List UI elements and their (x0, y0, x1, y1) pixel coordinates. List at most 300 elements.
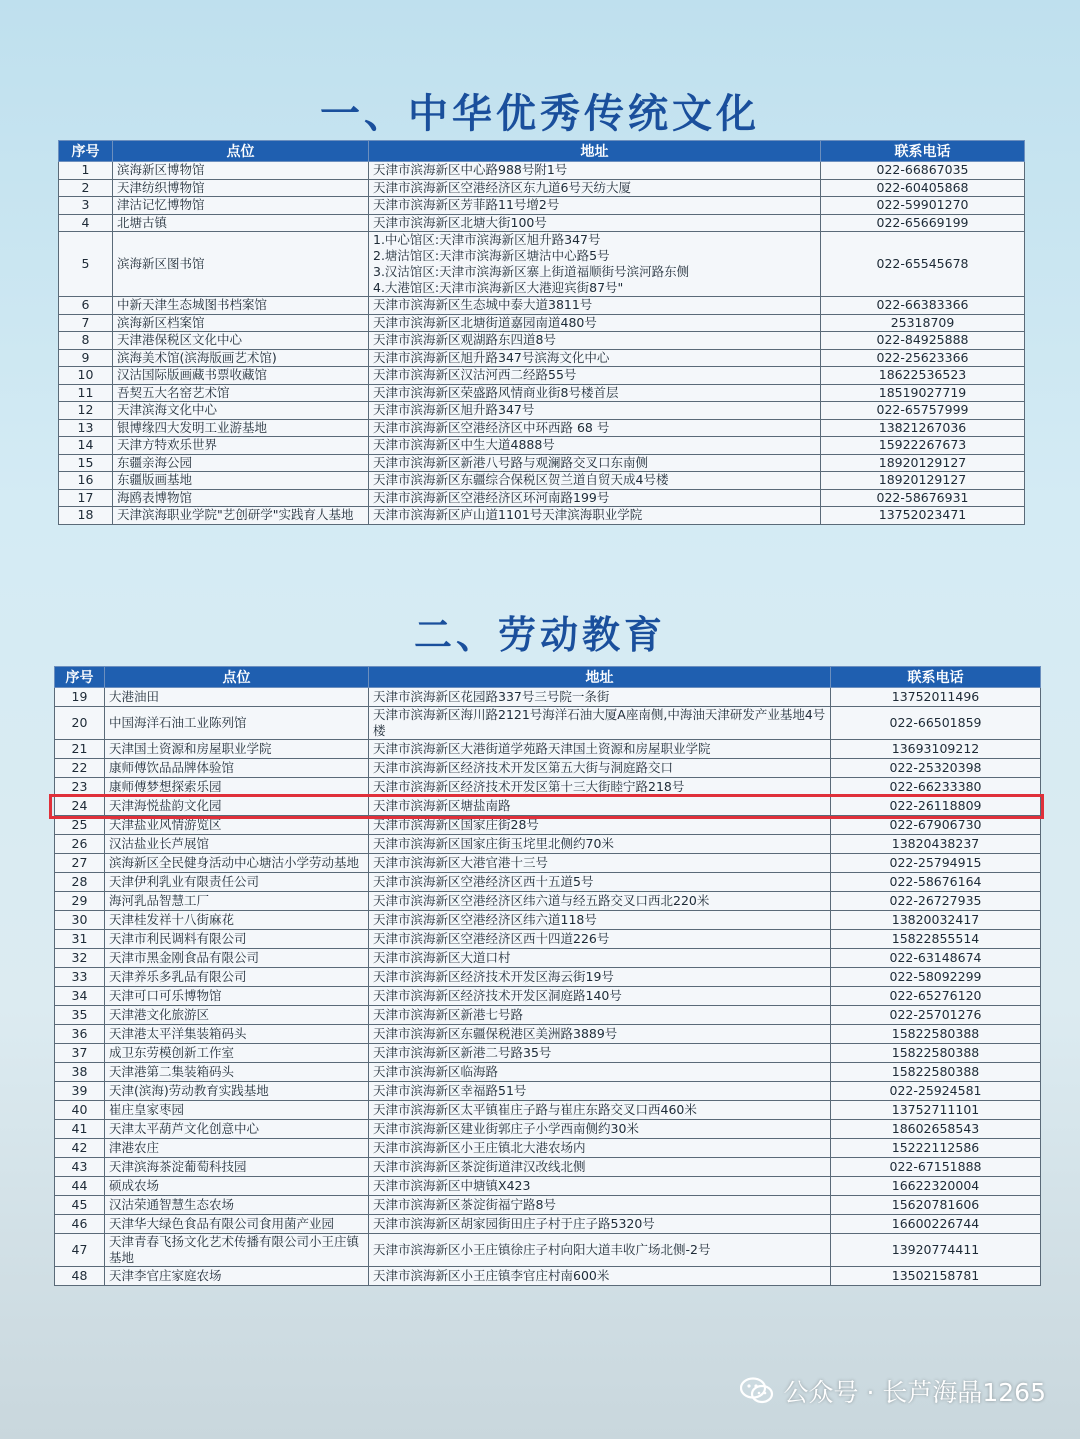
watermark (740, 1373, 1046, 1409)
site-phone: 15620781606 (831, 1196, 1041, 1215)
site-phone: 15822580388 (831, 1044, 1041, 1063)
site-name: 滨海新区图书馆 (113, 232, 369, 297)
site-address (369, 214, 821, 232)
site-name: 滨海美术馆(滨海版画艺术馆) (113, 349, 369, 367)
site-phone: 022-25701276 (831, 1006, 1041, 1025)
row-number: 20 (55, 707, 105, 740)
address-line: 天津市滨海新区中塘镇X423 (373, 1178, 531, 1193)
row-number: 17 (59, 489, 113, 507)
address-line: 天津市滨海新区大港官港十三号 (373, 855, 549, 870)
site-phone: 022-65669199 (821, 214, 1025, 232)
table-row (55, 949, 1041, 968)
table-row (55, 740, 1041, 759)
labor-sites-table (54, 666, 1041, 1286)
table-row (59, 232, 1025, 297)
site-name: 天津养乐多乳品有限公司 (105, 968, 369, 987)
row-number: 38 (55, 1063, 105, 1082)
col-header-address: 地址 (369, 141, 821, 162)
site-name: 吾契五大名窑艺术馆 (113, 384, 369, 402)
table-row (55, 1139, 1041, 1158)
address-line: 天津市滨海新区小王庄镇李官庄村南600米 (373, 1268, 610, 1283)
site-address (369, 873, 831, 892)
site-phone: 15822580388 (831, 1063, 1041, 1082)
row-number: 45 (55, 1196, 105, 1215)
row-number: 5 (59, 232, 113, 297)
site-phone: 022-63148674 (831, 949, 1041, 968)
labor-sites-body (55, 688, 1041, 1286)
row-number: 9 (59, 349, 113, 367)
row-number: 41 (55, 1120, 105, 1139)
row-number: 44 (55, 1177, 105, 1196)
row-number: 26 (55, 835, 105, 854)
site-address (369, 1006, 831, 1025)
table-row (55, 1177, 1041, 1196)
table-row (55, 688, 1041, 707)
table-row (55, 1215, 1041, 1234)
row-number: 22 (55, 759, 105, 778)
site-address (369, 367, 821, 385)
address-line: 天津市滨海新区经济技术开发区洞庭路140号 (373, 988, 622, 1003)
site-phone: 13821267036 (821, 419, 1025, 437)
row-number: 47 (55, 1234, 105, 1267)
row-number: 31 (55, 930, 105, 949)
site-name: 天津港第二集装箱码头 (105, 1063, 369, 1082)
site-name: 滨海新区博物馆 (113, 162, 369, 180)
site-name: 海鸥表博物馆 (113, 489, 369, 507)
site-address (369, 507, 821, 525)
table-row (55, 1006, 1041, 1025)
site-address (369, 854, 831, 873)
site-name: 滨海新区档案馆 (113, 314, 369, 332)
site-address (369, 437, 821, 455)
address-line: 天津市滨海新区空港经济区中环西路 68 号 (373, 419, 610, 435)
site-phone: 15822855514 (831, 930, 1041, 949)
site-name: 天津滨海文化中心 (113, 402, 369, 420)
site-phone: 022-84925888 (821, 332, 1025, 350)
site-address (369, 332, 821, 350)
address-line: 天津市滨海新区北塘街道嘉园南道480号 (373, 314, 597, 330)
site-name: 崔庄皇家枣园 (105, 1101, 369, 1120)
site-address (369, 162, 821, 180)
table-row (59, 454, 1025, 472)
site-name: 东疆版画基地 (113, 472, 369, 490)
row-number: 11 (59, 384, 113, 402)
site-name: 天津海悦盐韵文化园 (105, 797, 369, 816)
site-name: 天津桂发祥十八街麻花 (105, 911, 369, 930)
table-row (55, 835, 1041, 854)
site-address (369, 1234, 831, 1267)
row-number: 7 (59, 314, 113, 332)
site-phone: 16600226744 (831, 1215, 1041, 1234)
site-phone: 18519027719 (821, 384, 1025, 402)
site-name: 北塘古镇 (113, 214, 369, 232)
site-address (369, 1196, 831, 1215)
row-number: 36 (55, 1025, 105, 1044)
site-address (369, 349, 821, 367)
site-phone: 13920774411 (831, 1234, 1041, 1267)
site-name: 康师傅梦想探索乐园 (105, 778, 369, 797)
row-number: 3 (59, 197, 113, 215)
site-name: 成卫东劳模创新工作室 (105, 1044, 369, 1063)
site-address (369, 1101, 831, 1120)
site-name: 滨海新区全民健身活动中心塘沽小学劳动基地 (105, 854, 369, 873)
col-header-place: 点位 (113, 141, 369, 162)
address-line: 2.塘沽馆区:天津市滨海新区塘沽中心路5号 (373, 248, 610, 263)
table-row (55, 707, 1041, 740)
row-number: 30 (55, 911, 105, 930)
site-phone: 13502158781 (831, 1267, 1041, 1286)
row-number: 28 (55, 873, 105, 892)
site-name: 硕成农场 (105, 1177, 369, 1196)
site-address (369, 759, 831, 778)
site-phone: 022-26727935 (831, 892, 1041, 911)
address-line: 天津市滨海新区旭升路347号 (373, 402, 535, 418)
site-phone: 18602658543 (831, 1120, 1041, 1139)
row-number: 23 (55, 778, 105, 797)
site-address (369, 835, 831, 854)
site-phone: 022-67906730 (831, 816, 1041, 835)
row-number: 18 (59, 507, 113, 525)
site-address (369, 949, 831, 968)
site-address (369, 1267, 831, 1286)
table-row (55, 911, 1041, 930)
site-name: 天津青春飞扬文化艺术传播有限公司小王庄镇基地 (105, 1234, 369, 1267)
site-phone: 13752023471 (821, 507, 1025, 525)
table-row (55, 873, 1041, 892)
site-name: 汉沽盐业长芦展馆 (105, 835, 369, 854)
table-row (55, 759, 1041, 778)
site-address (369, 419, 821, 437)
address-line: 天津市滨海新区大道口村 (373, 950, 511, 965)
table-row (55, 930, 1041, 949)
site-name: 天津国土资源和房屋职业学院 (105, 740, 369, 759)
address-line: 天津市滨海新区塘盐南路 (373, 798, 511, 813)
address-line: 天津市滨海新区幸福路51号 (373, 1083, 527, 1098)
site-address (369, 968, 831, 987)
row-number: 15 (59, 454, 113, 472)
site-phone: 16622320004 (831, 1177, 1041, 1196)
site-name: 银博缘四大发明工业游基地 (113, 419, 369, 437)
site-address (369, 402, 821, 420)
site-address (369, 1215, 831, 1234)
site-name: 天津太平葫芦文化创意中心 (105, 1120, 369, 1139)
site-address (369, 1120, 831, 1139)
site-name: 天津方特欢乐世界 (113, 437, 369, 455)
site-address (369, 232, 821, 297)
row-number: 13 (59, 419, 113, 437)
address-line: 天津市滨海新区中生大道4888号 (373, 437, 555, 453)
row-number: 2 (59, 179, 113, 197)
address-line: 天津市滨海新区新港二号路35号 (373, 1045, 552, 1060)
site-phone: 022-58092299 (831, 968, 1041, 987)
site-name: 天津市黑金刚食品有限公司 (105, 949, 369, 968)
site-phone: 022-65276120 (831, 987, 1041, 1006)
site-address (369, 1177, 831, 1196)
address-line: 天津市滨海新区东疆综合保税区贺兰道自贸天成4号楼 (373, 472, 669, 488)
site-phone: 022-25924581 (831, 1082, 1041, 1101)
site-phone: 022-66501859 (831, 707, 1041, 740)
site-name: 天津港文化旅游区 (105, 1006, 369, 1025)
row-number: 12 (59, 402, 113, 420)
row-number: 21 (55, 740, 105, 759)
site-name: 东疆亲海公园 (113, 454, 369, 472)
table-row (59, 419, 1025, 437)
address-line: 天津市滨海新区国家庄街玉垞里北侧约70米 (373, 836, 614, 851)
site-address (369, 489, 821, 507)
table-row (55, 892, 1041, 911)
site-phone: 13820032417 (831, 911, 1041, 930)
site-name: 汉沽国际版画藏书票收藏馆 (113, 367, 369, 385)
site-name: 天津纺织博物馆 (113, 179, 369, 197)
table-row (55, 1234, 1041, 1267)
site-phone: 022-58676164 (831, 873, 1041, 892)
address-line: 天津市滨海新区空港经济区环河南路199号 (373, 489, 610, 505)
table-row (59, 197, 1025, 215)
site-phone: 022-26118809 (831, 797, 1041, 816)
row-number: 35 (55, 1006, 105, 1025)
site-name: 天津李官庄家庭农场 (105, 1267, 369, 1286)
site-phone: 13752711101 (831, 1101, 1041, 1120)
site-name: 天津港保税区文化中心 (113, 332, 369, 350)
address-line: 天津市滨海新区小王庄镇徐庄子村向阳大道丰收广场北侧-2号 (373, 1242, 711, 1257)
site-name: 天津(滨海)劳动教育实践基地 (105, 1082, 369, 1101)
address-line: 天津市滨海新区新港七号路 (373, 1007, 524, 1022)
row-number: 33 (55, 968, 105, 987)
row-number: 25 (55, 816, 105, 835)
site-name: 天津滨海茶淀葡萄科技园 (105, 1158, 369, 1177)
address-line: 天津市滨海新区北塘大街100号 (373, 214, 547, 230)
address-line: 天津市滨海新区空港经济区纬六道与经五路交叉口西北220米 (373, 893, 710, 908)
row-number: 48 (55, 1267, 105, 1286)
address-line: 天津市滨海新区空港经济区西十四道226号 (373, 931, 610, 946)
site-phone: 15222112586 (831, 1139, 1041, 1158)
table-header-row (59, 141, 1025, 162)
site-address (369, 314, 821, 332)
address-line: 天津市滨海新区花园路337号三号院一条街 (373, 689, 610, 704)
site-address (369, 472, 821, 490)
site-address (369, 1139, 831, 1158)
site-address (369, 1025, 831, 1044)
address-line: 天津市滨海新区汉沽河西二经路55号 (373, 367, 577, 383)
wechat-icon (740, 1377, 774, 1405)
address-line: 天津市滨海新区经济技术开发区海云街19号 (373, 969, 614, 984)
culture-sites-body (59, 162, 1025, 525)
address-line: 天津市滨海新区空港经济区东九道6号天纺大厦 (373, 179, 631, 195)
row-number: 29 (55, 892, 105, 911)
address-line: 天津市滨海新区国家庄街28号 (373, 817, 539, 832)
address-line: 天津市滨海新区东疆保税港区美洲路3889号 (373, 1026, 618, 1041)
table-row (55, 1120, 1041, 1139)
address-line: 天津市滨海新区临海路 (373, 1064, 499, 1079)
site-phone: 13820438237 (831, 835, 1041, 854)
site-phone: 022-66383366 (821, 297, 1025, 315)
site-phone: 18920129127 (821, 472, 1025, 490)
site-phone: 022-59901270 (821, 197, 1025, 215)
address-line: 天津市滨海新区旭升路347号滨海文化中心 (373, 349, 610, 365)
col-header-phone: 联系电话 (831, 667, 1041, 688)
address-line: 天津市滨海新区新港八号路与观澜路交叉口东南侧 (373, 454, 649, 470)
site-address (369, 454, 821, 472)
site-address (369, 930, 831, 949)
address-line: 天津市滨海新区茶淀街福宁路8号 (373, 1197, 556, 1212)
address-line: 天津市滨海新区海川路2121号海洋石油大厦A座南侧,中海油天津研发产业基地4号楼 (373, 707, 826, 738)
table-row (59, 402, 1025, 420)
col-header-address: 地址 (369, 667, 831, 688)
site-name: 天津华大绿色食品有限公司食用菌产业园 (105, 1215, 369, 1234)
row-number: 40 (55, 1101, 105, 1120)
site-phone: 022-65757999 (821, 402, 1025, 420)
site-name: 中国海洋石油工业陈列馆 (105, 707, 369, 740)
table-row (59, 214, 1025, 232)
table-row (59, 162, 1025, 180)
table-row (59, 367, 1025, 385)
address-line: 天津市滨海新区空港经济区纬六道118号 (373, 912, 597, 927)
col-header-phone: 联系电话 (821, 141, 1025, 162)
site-phone: 022-25623366 (821, 349, 1025, 367)
address-line: 天津市滨海新区建业街郭庄子小学西南侧约30米 (373, 1121, 639, 1136)
address-line: 天津市滨海新区中心路988号附1号 (373, 162, 568, 178)
address-line: 天津市滨海新区空港经济区西十五道5号 (373, 874, 594, 889)
table-row (59, 314, 1025, 332)
table-row (55, 854, 1041, 873)
table-row (55, 1101, 1041, 1120)
table-row (59, 437, 1025, 455)
site-name: 天津滨海职业学院"艺创研学"实践育人基地 (113, 507, 369, 525)
site-phone: 13752011496 (831, 688, 1041, 707)
site-address (369, 179, 821, 197)
site-address (369, 1063, 831, 1082)
site-address (369, 892, 831, 911)
site-name: 中新天津生态城图书档案馆 (113, 297, 369, 315)
row-number: 46 (55, 1215, 105, 1234)
table-row (59, 332, 1025, 350)
row-number: 19 (55, 688, 105, 707)
table-row (55, 1025, 1041, 1044)
row-number: 39 (55, 1082, 105, 1101)
site-phone: 022-65545678 (821, 232, 1025, 297)
site-name: 津沽记忆博物馆 (113, 197, 369, 215)
address-line: 1.中心馆区:天津市滨海新区旭升路347号 (373, 232, 601, 247)
address-line: 天津市滨海新区太平镇崔庄子路与崔庄东路交叉口西460米 (373, 1102, 697, 1117)
site-name: 汉沽荣通智慧生态农场 (105, 1196, 369, 1215)
site-phone: 15822580388 (831, 1025, 1041, 1044)
site-name: 天津盐业风情游览区 (105, 816, 369, 835)
row-number: 27 (55, 854, 105, 873)
site-phone: 022-25320398 (831, 759, 1041, 778)
col-header-no: 序号 (59, 141, 113, 162)
row-number: 24 (55, 797, 105, 816)
row-number: 6 (59, 297, 113, 315)
address-line: 天津市滨海新区荣盛路风情商业街8号楼首层 (373, 384, 619, 400)
table-row (55, 1044, 1041, 1063)
address-line: 天津市滨海新区生态城中泰大道3811号 (373, 297, 593, 313)
site-phone: 13693109212 (831, 740, 1041, 759)
watermark-text: 公众号 · 长芦海晶1265 (783, 1378, 1046, 1407)
site-address (369, 707, 831, 740)
address-line: 天津市滨海新区芳菲路11号增2号 (373, 197, 560, 213)
table-row (59, 384, 1025, 402)
col-header-place: 点位 (105, 667, 369, 688)
section-title-labor: 二、劳动教育 (413, 613, 666, 657)
site-address (369, 911, 831, 930)
site-phone: 022-66867035 (821, 162, 1025, 180)
site-address (369, 384, 821, 402)
site-phone: 18920129127 (821, 454, 1025, 472)
row-number: 43 (55, 1158, 105, 1177)
site-address (369, 1082, 831, 1101)
table-row (59, 297, 1025, 315)
row-number: 16 (59, 472, 113, 490)
address-line: 天津市滨海新区胡家园街田庄子村于庄子路5320号 (373, 1216, 655, 1231)
address-line: 天津市滨海新区茶淀街道津汉改线北侧 (373, 1159, 586, 1174)
table-row (59, 489, 1025, 507)
site-address (369, 197, 821, 215)
table-row (55, 1082, 1041, 1101)
site-phone: 25318709 (821, 314, 1025, 332)
row-number: 4 (59, 214, 113, 232)
address-line: 天津市滨海新区大港街道学苑路天津国土资源和房屋职业学院 (373, 741, 711, 756)
table-row (59, 507, 1025, 525)
row-number: 34 (55, 987, 105, 1006)
site-name: 天津伊利乳业有限责任公司 (105, 873, 369, 892)
site-address (369, 688, 831, 707)
address-line: 天津市滨海新区小王庄镇北大港农场内 (373, 1140, 586, 1155)
row-number: 14 (59, 437, 113, 455)
site-name: 天津港太平洋集装箱码头 (105, 1025, 369, 1044)
address-line: 天津市滨海新区经济技术开发区第十三大街睦宁路218号 (373, 779, 685, 794)
site-address (369, 1044, 831, 1063)
site-address (369, 740, 831, 759)
site-address (369, 1158, 831, 1177)
row-number: 32 (55, 949, 105, 968)
address-line: 3.汉沽馆区:天津市滨海新区寨上街道福顺街号滨河路东侧 (373, 264, 690, 279)
table-row (55, 1063, 1041, 1082)
culture-sites-table (58, 140, 1025, 525)
table-row (55, 1267, 1041, 1286)
row-number: 42 (55, 1139, 105, 1158)
highlight-box-row-24 (49, 794, 1044, 819)
table-row (59, 349, 1025, 367)
site-address (369, 987, 831, 1006)
row-number: 10 (59, 367, 113, 385)
table-row (55, 1196, 1041, 1215)
row-number: 37 (55, 1044, 105, 1063)
address-line: 4.大港馆区:天津市滨海新区大港迎宾街87号" (373, 280, 624, 295)
site-phone: 022-67151888 (831, 1158, 1041, 1177)
site-phone: 18622536523 (821, 367, 1025, 385)
site-phone: 022-60405868 (821, 179, 1025, 197)
col-header-no: 序号 (55, 667, 105, 688)
row-number: 8 (59, 332, 113, 350)
address-line: 天津市滨海新区庐山道1101号天津滨海职业学院 (373, 507, 643, 523)
site-name: 康师傅饮品品牌体验馆 (105, 759, 369, 778)
site-address (369, 297, 821, 315)
site-phone: 022-66233380 (831, 778, 1041, 797)
site-phone: 15922267673 (821, 437, 1025, 455)
table-row (55, 987, 1041, 1006)
table-row (55, 1158, 1041, 1177)
address-line: 天津市滨海新区经济技术开发区第五大街与洞庭路交口 (373, 760, 674, 775)
address-line: 天津市滨海新区观湖路东四道8号 (373, 332, 556, 348)
site-name: 天津市利民调料有限公司 (105, 930, 369, 949)
site-name: 大港油田 (105, 688, 369, 707)
site-name: 天津可口可乐博物馆 (105, 987, 369, 1006)
section-title-culture: 一、中华优秀传统文化 (320, 91, 760, 137)
site-phone: 022-25794915 (831, 854, 1041, 873)
row-number: 1 (59, 162, 113, 180)
table-header-row (55, 667, 1041, 688)
table-row (55, 968, 1041, 987)
